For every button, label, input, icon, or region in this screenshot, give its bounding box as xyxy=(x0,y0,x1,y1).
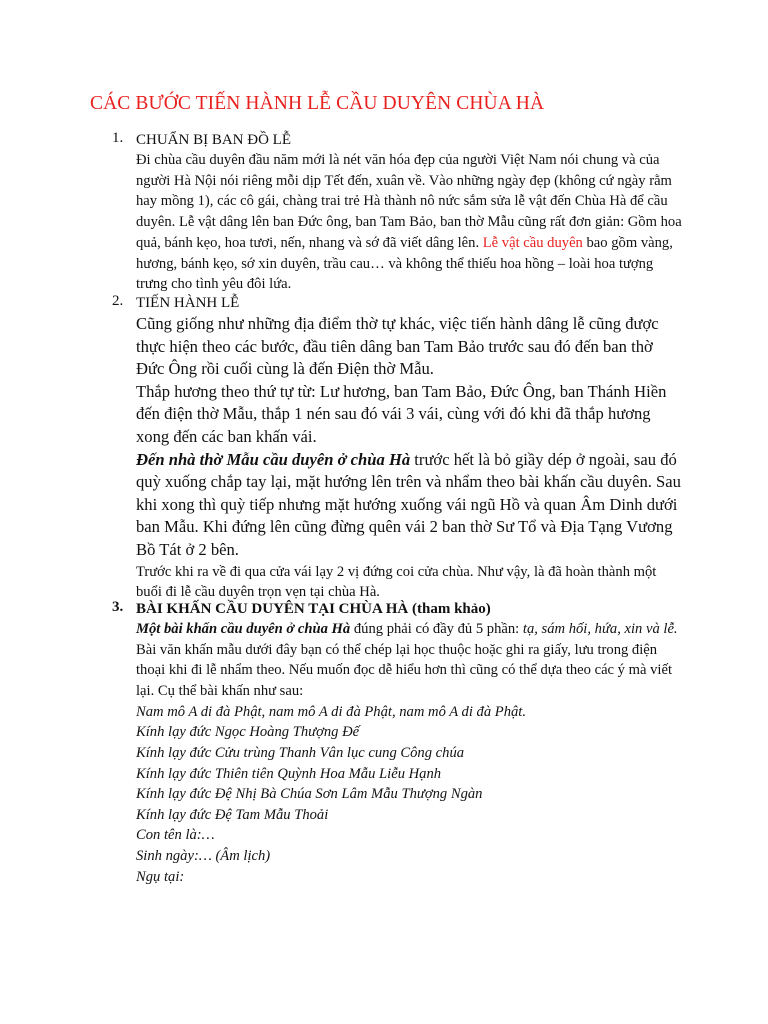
paragraph xyxy=(136,619,682,702)
prayer-line: Kính lạy đức Ngọc Hoàng Thượng Đế xyxy=(136,724,360,741)
prayer-line: Kính lạy đức Đệ Nhị Bà Chúa Sơn Lâm Mẫu Thượng Ngàn xyxy=(136,786,483,803)
prayer-line: Nam mô A di đà Phật, nam mô A di đà Phật, nam mô A di đà Phật. xyxy=(136,703,526,720)
prayer-line: Con tên là:… xyxy=(136,827,215,844)
page-title: CÁC BƯỚC TIẾN HÀNH LỄ CẦU DUYÊN CHÙA HÀ xyxy=(90,93,545,114)
section-prepare-offerings xyxy=(112,130,682,295)
prayer-line: Sinh ngày:… (Âm lịch) xyxy=(136,847,271,864)
paragraph-text: Bài văn khấn mẫu dưới đây bạn có thể chép lại học thuộc hoặc ghi ra giấy, lưu trong điện thoại khi đi lễ nhẩm theo. Nếu muốn đọc dễ hiểu hơn thì cũng có thể dựa theo các ý mà viết lại. Cụ thể bài khấn như sau: xyxy=(136,641,672,700)
section-number: 1. xyxy=(112,130,124,146)
section-body xyxy=(136,150,682,295)
prayer-line: Ngụ tại: xyxy=(136,868,185,885)
prayer-line: Kính lạy đức Đệ Tam Mẫu Thoải xyxy=(136,806,329,823)
paragraph: Trước khi ra về đi qua cửa vái lạy 2 vị đứng coi cửa chùa. Như vậy, là đã hoàn thành một buổi đi lễ cầu duyên trọn vẹn tại chùa Hà. xyxy=(136,563,657,601)
paragraph-text: trước hết là bỏ giầy dép ở ngoài, sau đó quỳ xuống chắp tay lại, mặt hướng lên trên và nhẩm theo bài khấn cầu duyên. Sau khi xong thì quỳ tiếp nhưng mặt hướng xuống vái ngũ Hồ và quan Âm Dinh dưới ban Mẫu. Khi đứng lên cũng đừng quên vái 2 ban thờ Sư Tổ và Địa Tạng Vương Bồ Tát ở 2 bên. xyxy=(136,449,681,559)
section-conduct-ceremony xyxy=(112,293,682,603)
prayer-text xyxy=(136,702,682,887)
section-heading: BÀI KHẤN CẦU DUYÊN TẠI CHÙA HÀ (tham khảo) xyxy=(136,601,491,617)
paragraph-text: Đi chùa cầu duyên đầu năm mới là nét văn hóa đẹp của người Việt Nam nói chung và của người Hà Nội nói riêng mỗi dịp Tết đến, xuân về. Vào những ngày đẹp (không cứ ngày rằm hay mồng 1), các cô gái, chàng trai trẻ Hà thành nô nức sắm sửa lễ vật đến Chùa Hà để cầu duyên. Lễ vật dâng lên ban Đức ông, ban Tam Bảo, ban thờ Mẫu cũng rất đơn giản: Gồm hoa quả, bánh kẹo, hoa tươi, nến, nhang và sớ đã viết dâng lên. xyxy=(136,152,682,251)
emphasis-text: Đến nhà thờ Mẫu cầu duyên ở chùa Hà xyxy=(136,449,411,469)
prayer-line: Kính lạy đức Thiên tiên Quỳnh Hoa Mẫu Liễu Hạnh xyxy=(136,765,442,782)
section-body xyxy=(136,313,682,603)
section-heading: CHUẨN BỊ BAN ĐỒ LỄ xyxy=(136,132,291,148)
section-heading: TIẾN HÀNH LỄ xyxy=(136,295,240,311)
section-number: 2. xyxy=(112,293,124,309)
section-number: 3. xyxy=(112,599,124,615)
offerings-link[interactable]: Lễ vật cầu duyên xyxy=(482,234,583,251)
paragraph xyxy=(136,150,682,295)
paragraph xyxy=(136,449,682,562)
prayer-line: Kính lạy đức Cửu trùng Thanh Vân lục cung Công chúa xyxy=(136,745,465,761)
paragraph: Thắp hương theo thứ tự từ: Lư hương, ban Tam Bảo, Đức Ông, ban Thánh Hiền đến điện thờ Mẫu, thắp 1 nén sau đó vái 3 vái, cùng với đó khi đã thắp hương xong đến các ban khấn vái. xyxy=(136,381,667,446)
section-prayer xyxy=(112,599,682,887)
italic-text: tạ, sám hối, hứa, xin và lễ. xyxy=(522,621,678,637)
section-body xyxy=(136,619,682,887)
paragraph: Cũng giống như những địa điểm thờ tự khác, việc tiến hành dâng lễ cũng được thực hiện theo các bước, đầu tiên dâng ban Tam Bảo trước sau đó đến ban thờ Đức Ông rồi cuối cùng là đến Điện thờ Mẫu. xyxy=(136,314,659,379)
paragraph-text: đúng phải có đầy đủ 5 phần: xyxy=(350,621,523,637)
paragraph-text: bao gồm vàng, hương, bánh kẹo, sớ xin duyên, trầu cau… và không thể thiếu hoa hồng – loài hoa tượng trưng cho tình yêu đôi lứa. xyxy=(136,234,673,293)
emphasis-text: Một bài khấn cầu duyên ở chùa Hà xyxy=(136,621,351,637)
